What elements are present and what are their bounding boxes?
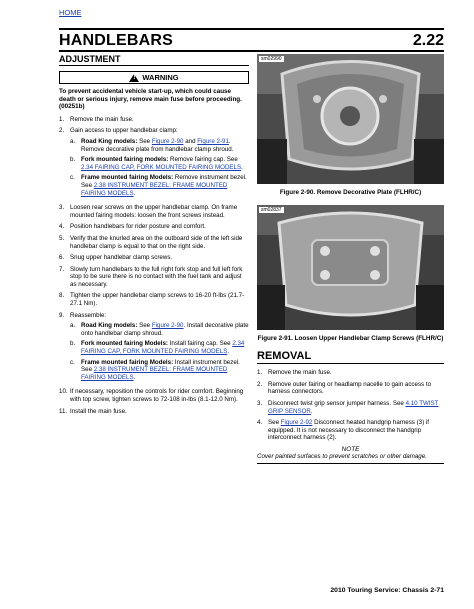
cross-reference-link[interactable]: Figure 2-91 bbox=[197, 137, 229, 145]
step-text bbox=[70, 127, 249, 200]
cross-reference-link[interactable]: 2.38 INSTRUMENT BEZEL: FRAME MOUNTED FAIRING MODELS bbox=[81, 366, 228, 381]
home-link[interactable]: HOME bbox=[59, 8, 82, 17]
model-label: Frame mounted fairing Models: bbox=[81, 358, 174, 366]
sub-step-pre: See bbox=[137, 137, 152, 145]
step-number: 8. bbox=[59, 292, 65, 300]
sub-step-pre: Install instrument bezel. See bbox=[81, 358, 240, 374]
sub-step-pre: See bbox=[137, 322, 152, 330]
step-number: 3. bbox=[59, 204, 65, 212]
step-text bbox=[70, 223, 249, 231]
cross-reference-link[interactable]: 2.34 FAIRING CAP, FORK MOUNTED FAIRING MODELS bbox=[81, 163, 242, 171]
step-body-text: Remove the main fuse. bbox=[268, 369, 332, 377]
sub-step-pre: Remove instrument bezel. See bbox=[81, 174, 247, 189]
step-item bbox=[59, 116, 249, 124]
sub-step-post: . bbox=[227, 348, 230, 356]
step-body-text: Remove outer fairing or headlamp nacelle to gain access to harness connectors. bbox=[268, 380, 432, 396]
step-body-text: Snug upper handlebar clamp screws. bbox=[70, 254, 173, 262]
step-number: 2. bbox=[59, 127, 65, 135]
cross-reference-link[interactable]: Figure 2-92 bbox=[280, 419, 313, 427]
step-item bbox=[59, 312, 249, 385]
step-item bbox=[59, 127, 249, 200]
page-title: HANDLEBARS bbox=[59, 32, 173, 49]
step-item bbox=[59, 235, 249, 250]
step-item bbox=[59, 204, 249, 219]
sub-step-text bbox=[81, 138, 249, 153]
cross-reference-link[interactable]: Figure 2-90 bbox=[151, 137, 184, 145]
step-number: 7. bbox=[59, 265, 65, 273]
figure-2-90-caption: Figure 2-90. Remove Decorative Plate (FLHR/C) bbox=[279, 189, 422, 196]
page-footer: 2010 Touring Service: Chassis 2-71 bbox=[330, 587, 444, 594]
step-number: 4. bbox=[59, 223, 65, 231]
model-label: Fork mounted fairing models: bbox=[81, 156, 169, 164]
cross-reference-link[interactable]: 4.10 TWIST GRIP SENSOR bbox=[268, 399, 439, 415]
step-number: 5. bbox=[59, 234, 65, 242]
step-body-text: If necessary, reposition the controls for rider comfort. Beginning with top screw, tighten screws to 72-108 in-lbs (8.1-12.0 Nm). bbox=[70, 388, 244, 403]
step-number: 1. bbox=[59, 115, 65, 123]
step-item bbox=[59, 292, 249, 307]
sub-step-post: . Remove decorative plate from handlebar clamp shroud. bbox=[81, 137, 234, 153]
step-item bbox=[59, 266, 249, 289]
step-text bbox=[268, 419, 444, 442]
handlebar-clamp-screws-photo bbox=[257, 205, 444, 330]
step-body-text: Tighten the upper handlebar clamp screws to 16-20 ft-lbs (21.7-27.1 Nm). bbox=[70, 292, 245, 308]
cross-reference-link[interactable]: 2.38 INSTRUMENT BEZEL: FRAME MOUNTED FAIRING MODELS bbox=[81, 181, 228, 197]
sub-step-letter: b. bbox=[70, 156, 76, 164]
model-label: Frame mounted fairing Models: bbox=[81, 174, 174, 182]
warning-text: To prevent accidental vehicle start-up, which could cause death or serious injury, remove main fuse before proceeding. (00251b) bbox=[59, 88, 242, 111]
warning-box bbox=[59, 71, 249, 84]
step-text bbox=[70, 235, 249, 250]
step-text bbox=[70, 408, 249, 416]
sub-step-item bbox=[70, 174, 249, 197]
step-text bbox=[268, 400, 444, 415]
warning-label: WARNING bbox=[142, 73, 179, 82]
sub-step-pre: Remove fairing cap. See bbox=[168, 156, 238, 164]
section-number: 2.22 bbox=[412, 32, 444, 49]
sub-step-post: . bbox=[241, 163, 243, 171]
sub-step-letter: b. bbox=[70, 340, 76, 348]
sub-step-post: . bbox=[133, 189, 136, 197]
step-item bbox=[257, 369, 444, 377]
sub-steps bbox=[70, 138, 249, 197]
sub-step-text bbox=[81, 340, 249, 355]
step-text bbox=[70, 312, 249, 385]
step-body-text: Verify that the knurled area on the outboard side of the left side handlebar clamp is equal to that on the right side. bbox=[70, 234, 243, 250]
sub-step-item bbox=[70, 359, 249, 382]
step-body-text: Reassemble: bbox=[70, 311, 107, 319]
sub-step-pre: Install fairing cap. See bbox=[167, 340, 233, 348]
adjustment-heading: ADJUSTMENT bbox=[59, 54, 249, 66]
page-header bbox=[59, 28, 444, 52]
step-body-text: Slowly turn handlebars to the full right fork stop and full left fork stop to be sure there is no contact with the fuel tank and adjust as necessary. bbox=[70, 265, 243, 288]
step-text bbox=[70, 204, 249, 219]
figure-tag: sm02990 bbox=[261, 56, 282, 62]
warning-icon bbox=[129, 74, 139, 82]
step-text bbox=[70, 266, 249, 289]
removal-steps bbox=[257, 369, 444, 442]
step-pre: Disconnect twist grip sensor jumper harness. See bbox=[268, 399, 406, 407]
sub-step-letter: c. bbox=[70, 358, 75, 366]
sub-step-text bbox=[81, 322, 249, 337]
model-label: Road King models: bbox=[81, 137, 138, 145]
note-text: Cover painted surfaces to prevent scratches or other damage. bbox=[257, 453, 444, 464]
sub-step-item bbox=[70, 156, 249, 171]
step-body-text: Loosen rear screws on the upper handlebar clamp. On frame mounted fairing models: loosen the front screws instead. bbox=[70, 204, 238, 219]
cross-reference-link[interactable]: 2.34 FAIRING CAP, FORK MOUNTED FAIRING MODELS bbox=[81, 340, 245, 356]
step-number: 11. bbox=[59, 407, 68, 415]
note-heading: NOTE bbox=[341, 445, 360, 453]
step-number: 9. bbox=[59, 311, 65, 319]
handlebar-clamp-photo bbox=[257, 54, 444, 184]
sub-step-item bbox=[70, 340, 249, 355]
step-text bbox=[70, 292, 249, 307]
step-number: 10. bbox=[59, 388, 68, 396]
step-text bbox=[268, 381, 444, 396]
figure-2-90-photo bbox=[257, 54, 444, 184]
sub-steps bbox=[70, 322, 249, 381]
sub-step-letter: c. bbox=[70, 174, 75, 182]
sub-step-letter: a. bbox=[70, 322, 76, 330]
step-text bbox=[70, 116, 249, 124]
sub-step-post: . Install decorative plate onto handlebar clamp shroud. bbox=[81, 322, 249, 337]
step-body-text: Gain access to upper handlebar clamp: bbox=[70, 127, 178, 135]
step-number: 3. bbox=[257, 399, 263, 407]
step-body-text: Position handlebars for rider posture and comfort. bbox=[70, 223, 206, 231]
step-pre: See bbox=[268, 419, 281, 427]
sub-step-text bbox=[81, 156, 249, 171]
removal-heading: REMOVAL bbox=[257, 350, 444, 364]
figure-2-91-photo bbox=[257, 205, 444, 330]
figures-column bbox=[257, 54, 444, 464]
sub-step-item bbox=[70, 138, 249, 153]
figure-tag: sm02837 bbox=[261, 206, 282, 213]
step-text bbox=[70, 388, 249, 403]
step-body-text: Remove the main fuse. bbox=[70, 115, 134, 123]
step-item bbox=[59, 254, 249, 262]
step-post: . bbox=[310, 407, 313, 415]
step-text bbox=[70, 254, 249, 262]
step-number: 4. bbox=[257, 419, 263, 427]
cross-reference-link[interactable]: Figure 2-90 bbox=[151, 322, 184, 330]
step-text bbox=[268, 369, 444, 377]
step-post: Disconnect heated handgrip harness (3) if equipped. It is not necessary to disconnect the handgrip interconnect harness (2). bbox=[268, 419, 429, 442]
sub-step-post: . bbox=[133, 373, 136, 381]
step-item bbox=[59, 408, 249, 416]
step-body-text: Install the main fuse. bbox=[70, 407, 127, 415]
adjustment-steps bbox=[59, 116, 249, 415]
model-label: Fork mounted fairing Models: bbox=[81, 340, 168, 348]
step-number: 6. bbox=[59, 254, 65, 262]
step-item bbox=[257, 381, 444, 396]
step-item bbox=[59, 388, 249, 403]
adjustment-column bbox=[59, 54, 249, 419]
sub-step-text bbox=[81, 359, 249, 382]
sub-step-letter: a. bbox=[70, 137, 76, 145]
step-item bbox=[59, 223, 249, 231]
step-item bbox=[257, 400, 444, 415]
sub-step-text bbox=[81, 174, 249, 197]
figure-2-91-caption: Figure 2-91. Loosen Upper Handlebar Clamp Screws (FLHR/C) bbox=[257, 334, 444, 342]
step-number: 2. bbox=[257, 380, 263, 388]
model-label: Road King models: bbox=[81, 322, 138, 330]
step-item bbox=[257, 419, 444, 442]
sub-step-mid: and bbox=[183, 137, 198, 145]
sub-step-item bbox=[70, 322, 249, 337]
step-number: 1. bbox=[257, 369, 263, 377]
